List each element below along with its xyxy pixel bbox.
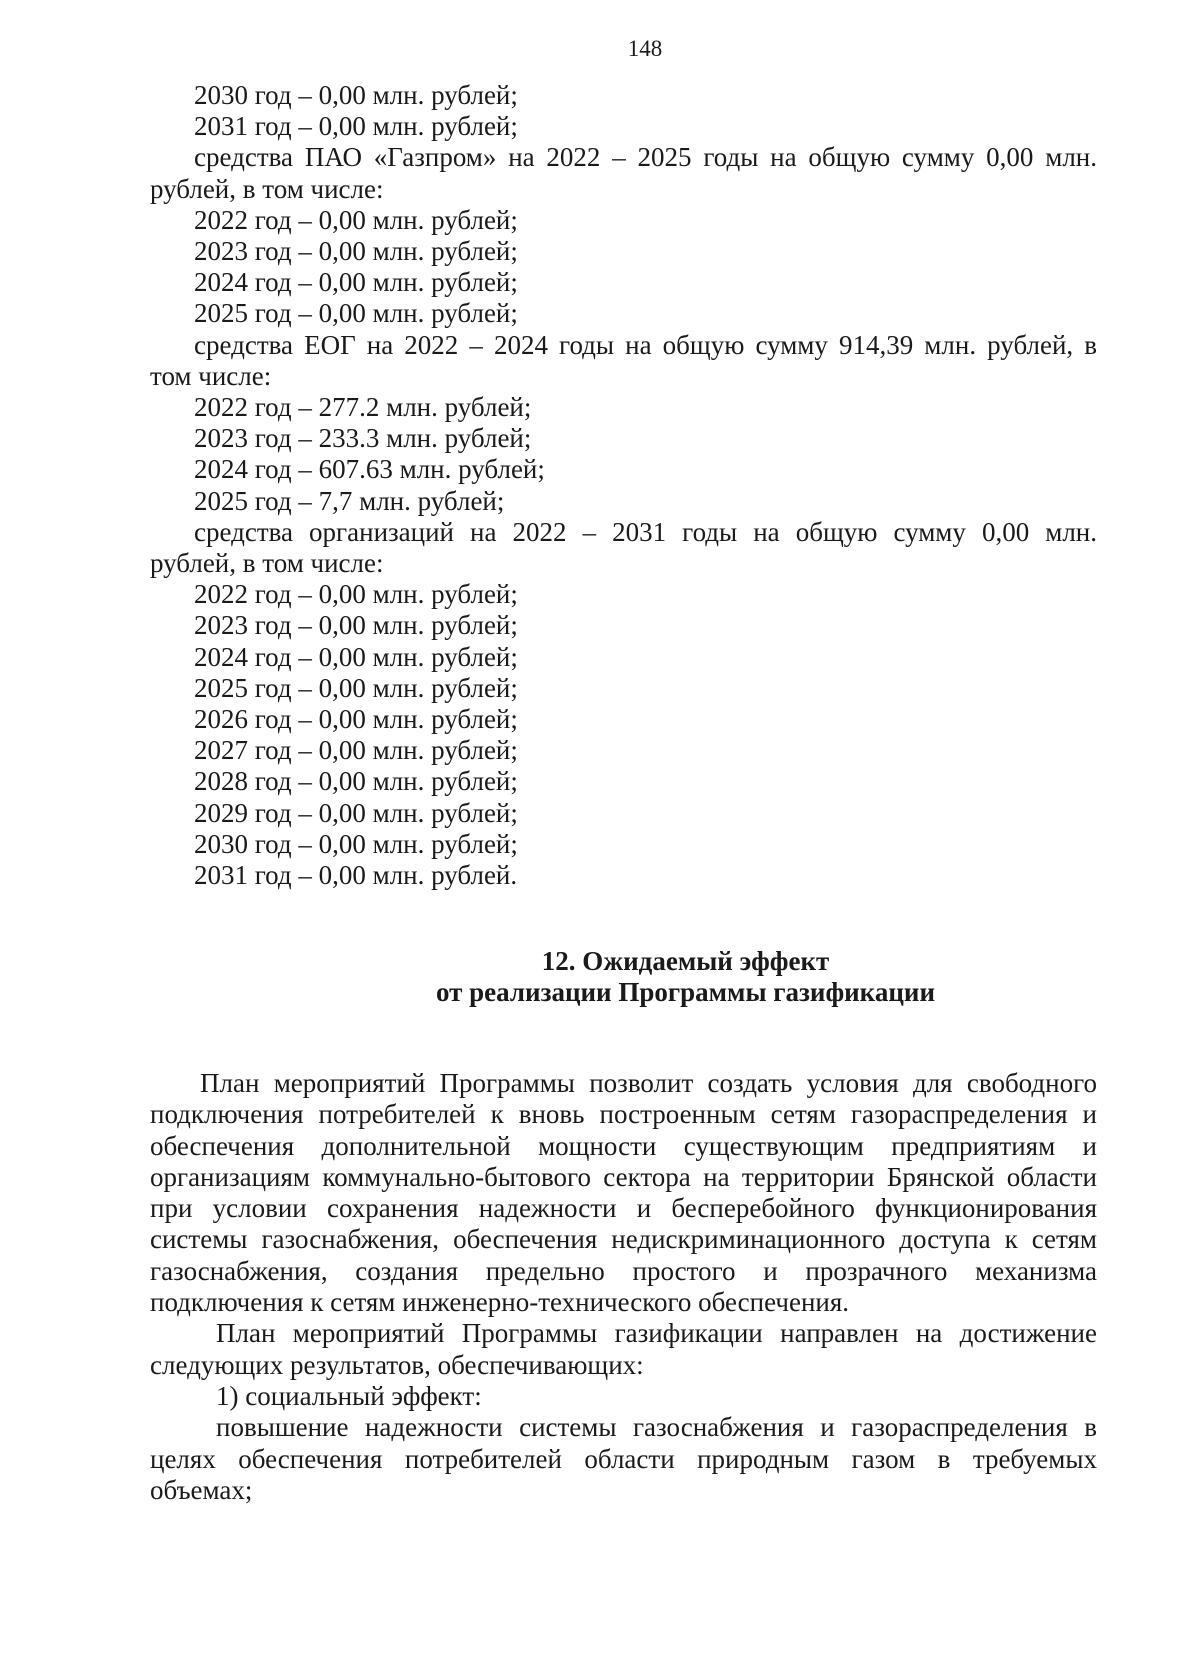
year-line: 2029 год – 0,00 млн. рублей; xyxy=(194,797,518,828)
section-heading xyxy=(150,946,1097,1008)
year-line: 2030 год – 0,00 млн. рублей; xyxy=(194,80,518,110)
paragraph-1-line: при условии сохранения надежности и бесперебойного функционирования xyxy=(150,1193,1097,1224)
paragraph-1-line: системы газоснабжения, обеспечения недискриминационного доступа к сетям xyxy=(150,1224,1097,1255)
page-number: 148 xyxy=(627,36,663,61)
year-line: 2022 год – 0,00 млн. рублей; xyxy=(194,579,518,610)
paragraph-1-line: обеспечения дополнительной мощности существующим предприятиям и xyxy=(150,1130,1097,1161)
year-line: 2028 год – 0,00 млн. рублей; xyxy=(194,766,518,797)
paragraph-1-line: подключения к сетям инженерно-технического обеспечения. xyxy=(150,1287,850,1318)
paragraph-1-line: подключения потребителей к вновь построенным сетям газораспределения и xyxy=(150,1099,1097,1130)
social-effect-label: 1) социальный эффект: xyxy=(216,1380,482,1411)
year-line: 2022 год – 0,00 млн. рублей; xyxy=(194,204,518,235)
year-line: 2022 год – 277.2 млн. рублей; xyxy=(194,392,532,423)
paragraph-1-line: газоснабжения, создания предельно простого и прозрачного механизма xyxy=(150,1255,1097,1286)
paragraph-1-line: организациям коммунально-бытового сектора на территории Брянской области xyxy=(150,1161,1097,1192)
paragraph-1-line: План мероприятий Программы позволит создать условия для свободного xyxy=(200,1068,1097,1098)
year-line: 2024 год – 607.63 млн. рублей; xyxy=(194,454,545,485)
year-line: 2024 год – 0,00 млн. рублей; xyxy=(194,267,518,298)
year-line: 2030 год – 0,00 млн. рублей; xyxy=(194,828,518,859)
year-line: 2023 год – 233.3 млн. рублей; xyxy=(194,423,532,454)
year-line: 2026 год – 0,00 млн. рублей; xyxy=(194,704,518,735)
eog-line-2: том числе: xyxy=(150,360,272,391)
paragraph-2-line: План мероприятий Программы газификации направлен на достижение xyxy=(216,1318,1097,1349)
paragraph-2-line: следующих результатов, обеспечивающих: xyxy=(150,1349,644,1380)
gazprom-line-2: рублей, в том числе: xyxy=(150,173,384,204)
year-line: 2023 год – 0,00 млн. рублей; xyxy=(194,236,518,267)
effect-section xyxy=(150,1068,1097,1506)
year-line: 2027 год – 0,00 млн. рублей; xyxy=(194,735,518,766)
paragraph-3-line: целях обеспечения потребителей области природным газом в требуемых xyxy=(150,1443,1097,1474)
eog-line-1: средства ЕОГ на 2022 – 2024 годы на общую сумму 914,39 млн. рублей, в xyxy=(194,329,1097,360)
year-line: 2031 год – 0,00 млн. рублей; xyxy=(194,111,518,142)
financing-section xyxy=(150,80,1097,891)
orgs-line-1: средства организаций на 2022 – 2031 годы на общую сумму 0,00 млн. xyxy=(194,516,1097,547)
year-line: 2025 год – 7,7 млн. рублей; xyxy=(194,485,505,516)
year-line: 2025 год – 0,00 млн. рублей; xyxy=(194,672,518,703)
year-line: 2031 год – 0,00 млн. рублей. xyxy=(194,860,518,891)
orgs-line-2: рублей, в том числе: xyxy=(150,548,384,579)
year-line: 2024 год – 0,00 млн. рублей; xyxy=(194,641,518,672)
paragraph-3-line: повышение надежности системы газоснабжения и газораспределения в xyxy=(216,1412,1097,1443)
paragraph-3-line: объемах; xyxy=(150,1474,253,1505)
section-title-line-2: от реализации Программы газификации xyxy=(436,977,935,1007)
year-line: 2025 год – 0,00 млн. рублей; xyxy=(194,298,518,329)
gazprom-line-1: средства ПАО «Газпром» на 2022 – 2025 годы на общую сумму 0,00 млн. xyxy=(194,142,1097,173)
section-title-line-1: 12. Ожидаемый эффект xyxy=(541,946,830,976)
year-line: 2023 год – 0,00 млн. рублей; xyxy=(194,610,518,641)
